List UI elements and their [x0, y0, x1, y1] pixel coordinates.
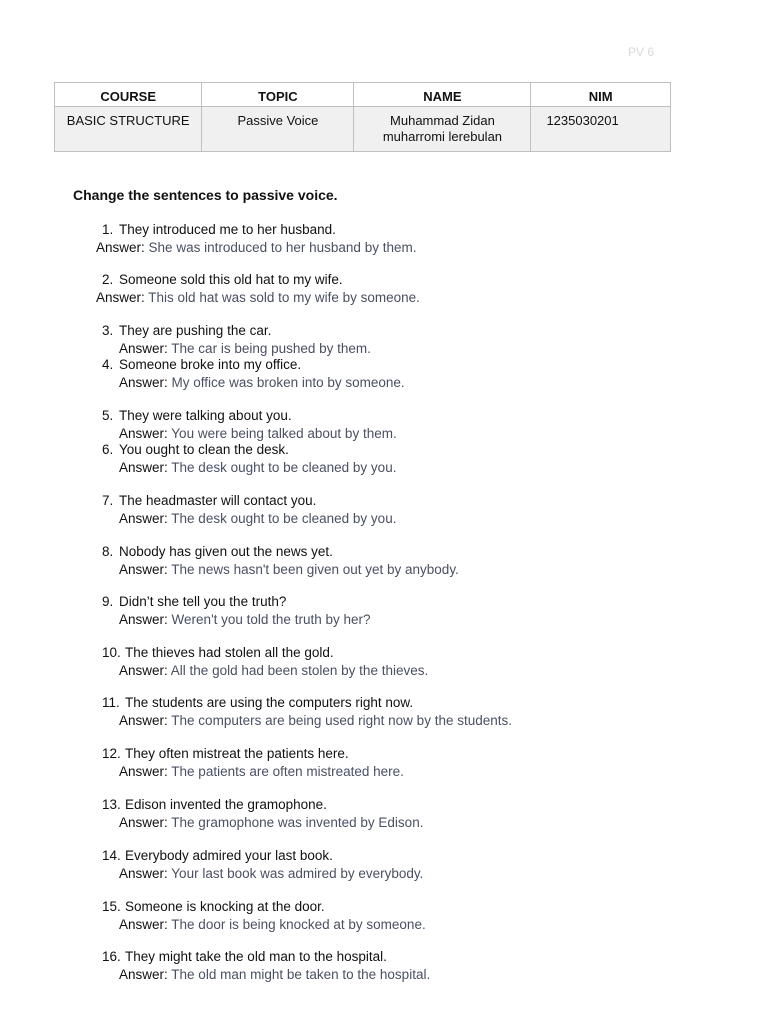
answer-label: Answer: [119, 764, 168, 779]
question-text: The headmaster will contact you. [119, 493, 317, 508]
answer-label: Answer: [119, 426, 168, 441]
question-line [102, 221, 416, 239]
cell-name: Muhammad Zidan muharromi lerebulan [354, 107, 531, 152]
question-text: Someone sold this old hat to my wife. [119, 272, 343, 287]
question-number: 4. [102, 357, 114, 372]
answer-line [119, 459, 396, 477]
question-text: They often mistreat the patients here. [125, 746, 349, 761]
exercise-item [0, 847, 423, 883]
answer-label: Answer: [119, 562, 168, 577]
answer-line [119, 662, 428, 680]
answer-line [119, 611, 371, 629]
exercise-item [0, 543, 459, 579]
question-line [102, 644, 428, 662]
exercise-item [0, 322, 371, 358]
answer-text: This old hat was sold to my wife by someone. [148, 290, 420, 305]
answer-line [119, 814, 423, 832]
answer-label: Answer: [119, 341, 168, 356]
answer-line [96, 289, 420, 307]
answer-text: The computers are being used right now by the students. [171, 713, 512, 728]
answer-text: The door is being knocked at by someone. [171, 917, 426, 932]
question-line [102, 948, 430, 966]
question-line [102, 847, 423, 865]
question-line [102, 322, 371, 340]
answer-line [119, 966, 430, 984]
question-number: 1. [102, 222, 114, 237]
question-line [102, 271, 420, 289]
answer-text: Weren't you told the truth by her? [171, 612, 371, 627]
answer-label: Answer: [119, 460, 168, 475]
question-text: The students are using the computers right now. [125, 695, 414, 710]
answer-line [119, 712, 512, 730]
answer-text: You were being talked about by them. [171, 426, 397, 441]
answer-text: The news hasn't been given out yet by anybody. [171, 562, 459, 577]
info-table [54, 82, 671, 152]
header-name: NAME [354, 83, 531, 107]
question-text: Everybody admired your last book. [125, 848, 333, 863]
question-text: The thieves had stolen all the gold. [125, 645, 334, 660]
cell-course: BASIC STRUCTURE [55, 107, 202, 152]
exercise-item [0, 221, 416, 257]
question-text: You ought to clean the desk. [119, 442, 289, 457]
instruction-heading: Change the sentences to passive voice. [73, 187, 338, 203]
page-mark: PV 6 [628, 45, 655, 59]
answer-text: The desk ought to be cleaned by you. [171, 460, 397, 475]
answer-label: Answer: [96, 240, 145, 255]
question-text: They were talking about you. [119, 408, 292, 423]
question-text: Edison invented the gramophone. [125, 797, 327, 812]
question-number: 11. [102, 695, 120, 710]
question-text: They might take the old man to the hospital. [125, 949, 387, 964]
question-number: 8. [102, 544, 114, 559]
info-table-header-row [55, 83, 671, 107]
answer-line [119, 865, 423, 883]
question-number: 2. [102, 272, 114, 287]
exercise-item [0, 745, 404, 781]
question-line [102, 694, 512, 712]
answer-line [119, 763, 404, 781]
exercise-item [0, 441, 396, 477]
answer-label: Answer: [119, 866, 168, 881]
question-number: 7. [102, 493, 114, 508]
answer-label: Answer: [119, 375, 168, 390]
question-line [102, 543, 459, 561]
answer-text: She was introduced to her husband by them. [148, 240, 417, 255]
answer-label: Answer: [96, 290, 145, 305]
cell-topic: Passive Voice [202, 107, 354, 152]
question-number: 15. [102, 899, 121, 914]
question-number: 5. [102, 408, 114, 423]
answer-label: Answer: [119, 917, 168, 932]
answer-text: The car is being pushed by them. [171, 341, 371, 356]
answer-text: The patients are often mistreated here. [171, 764, 404, 779]
question-line [102, 492, 396, 510]
answer-line [119, 561, 459, 579]
answer-text: My office was broken into by someone. [171, 375, 405, 390]
question-line [102, 407, 397, 425]
answer-text: The old man might be taken to the hospital. [171, 967, 431, 982]
answer-label: Answer: [119, 815, 168, 830]
header-course: COURSE [55, 83, 202, 107]
answer-label: Answer: [119, 967, 168, 982]
exercise-item [0, 898, 426, 934]
exercise-item [0, 271, 420, 307]
question-number: 3. [102, 323, 114, 338]
question-number: 10. [102, 645, 121, 660]
exercise-item [0, 356, 405, 392]
answer-line [96, 239, 416, 257]
answer-text: The gramophone was invented by Edison. [171, 815, 424, 830]
exercise-item [0, 593, 371, 629]
answer-text: All the gold had been stolen by the thieves. [170, 663, 429, 678]
question-text: Nobody has given out the news yet. [119, 544, 333, 559]
header-nim: NIM [531, 83, 671, 107]
question-line [102, 593, 371, 611]
exercise-item [0, 644, 428, 680]
header-topic: TOPIC [202, 83, 354, 107]
exercise-item [0, 407, 397, 443]
answer-text: Your last book was admired by everybody. [171, 866, 424, 881]
question-number: 14. [102, 848, 121, 863]
answer-label: Answer: [119, 511, 168, 526]
question-number: 6. [102, 442, 114, 457]
question-line [102, 898, 426, 916]
answer-line [119, 510, 396, 528]
answer-text: The desk ought to be cleaned by you. [171, 511, 397, 526]
question-line [102, 441, 396, 459]
answer-line [119, 374, 405, 392]
question-line [102, 796, 423, 814]
answer-label: Answer: [119, 663, 168, 678]
question-number: 13. [102, 797, 121, 812]
question-line [102, 745, 404, 763]
exercise-item [0, 948, 430, 984]
question-number: 16. [102, 949, 121, 964]
question-text: They are pushing the car. [119, 323, 272, 338]
question-line [102, 356, 405, 374]
info-table-data-row [55, 107, 671, 152]
question-number: 9. [102, 594, 114, 609]
exercise-item [0, 796, 423, 832]
answer-label: Answer: [119, 713, 168, 728]
question-text: Didn’t she tell you the truth? [119, 594, 287, 609]
cell-nim: 1235030201 [531, 107, 671, 152]
question-text: They introduced me to her husband. [119, 222, 336, 237]
question-text: Someone broke into my office. [119, 357, 302, 372]
answer-line [119, 916, 426, 934]
exercise-item [0, 492, 396, 528]
question-text: Someone is knocking at the door. [125, 899, 325, 914]
answer-label: Answer: [119, 612, 168, 627]
exercise-item [0, 694, 512, 730]
question-number: 12. [102, 746, 121, 761]
